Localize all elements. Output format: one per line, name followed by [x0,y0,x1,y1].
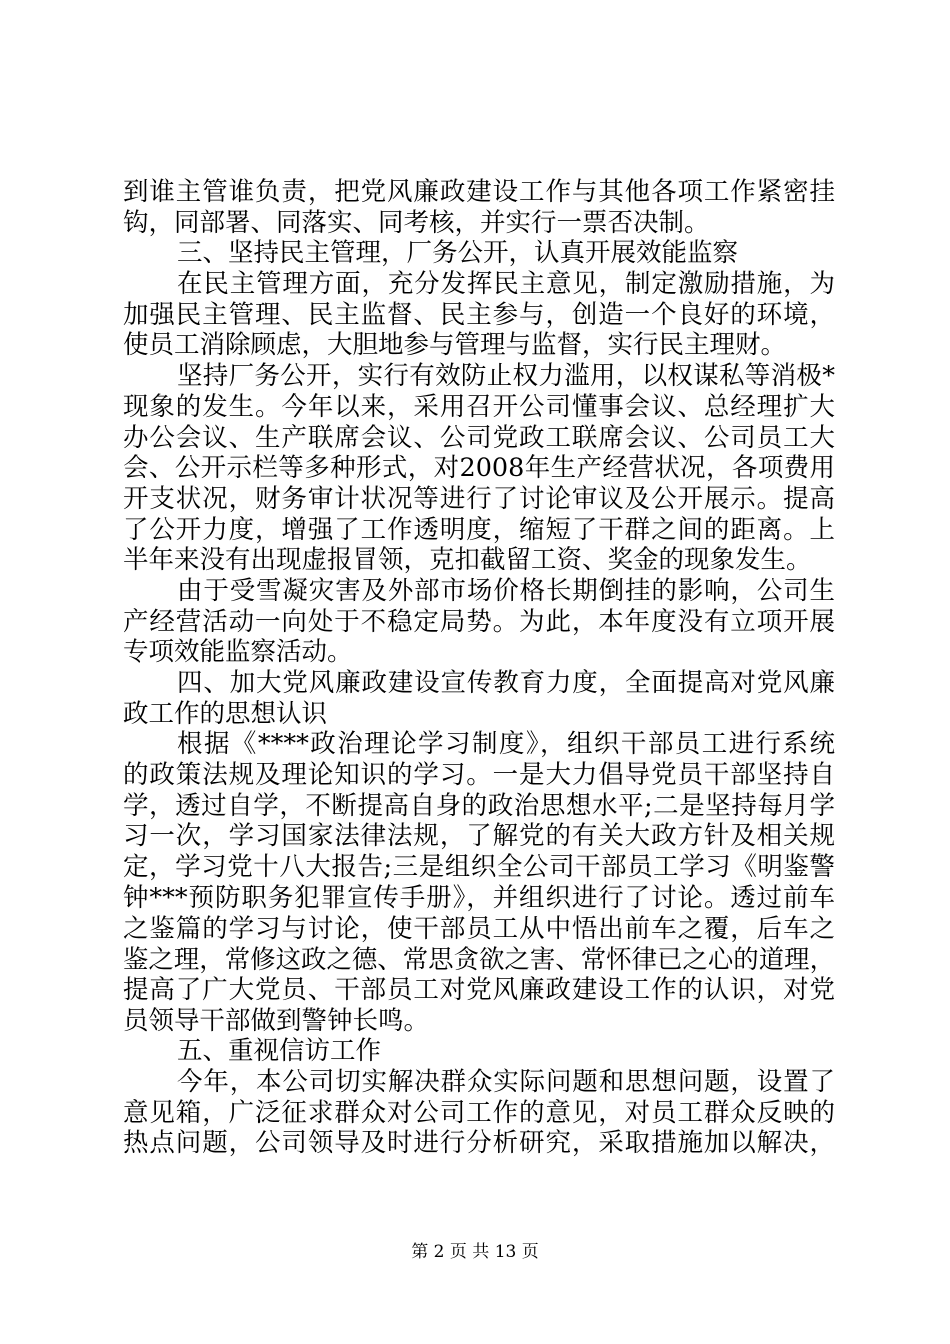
paragraph-line: 意见箱，广泛征求群众对公司工作的意见，对员工群众反映的 [123,1097,835,1128]
paragraph-line: 在民主管理方面，充分发挥民主意见，制定激励措施，为 [177,269,835,300]
paragraph-line: 今年，本公司切实解决群众实际问题和思想问题，设置了 [177,1066,835,1097]
paragraph-line: 习一次，学习国家法律法规，了解党的有关大政方针及相关规 [123,821,835,852]
paragraph-line: 根据《****政治理论学习制度》，组织干部员工进行系统 [177,729,835,760]
paragraph-line: 专项效能监察活动。 [123,637,353,668]
paragraph-line: 鉴之理，常修这政之德、常思贪欲之害、常怀律已之心的道理， [123,944,835,975]
paragraph-line: 会、公开示栏等多种形式，对2008年生产经营状况，各项费用 [123,453,835,484]
paragraph-line: 使员工消除顾虑，大胆地参与管理与监督，实行民主理财。 [123,330,787,361]
paragraph-line: 热点问题，公司领导及时进行分析研究，采取措施加以解决， [123,1128,835,1159]
paragraph-line: 加强民主管理、民主监督、民主参与，创造一个良好的环境， [123,299,835,330]
paragraph-line: 到谁主管谁负责，把党风廉政建设工作与其他各项工作紧密挂 [123,177,835,207]
section-heading-line: 五、重视信访工作 [177,1036,382,1067]
paragraph-line: 由于受雪凝灾害及外部市场价格长期倒挂的影响，公司生 [177,575,835,606]
paragraph-line: 钟***预防职务犯罪宣传手册》，并组织进行了讨论。透过前车 [123,882,835,913]
section-heading-line: 三、坚持民主管理，厂务公开，认真开展效能监察 [177,238,739,269]
document-body [123,177,835,1159]
paragraph-line: 学，透过自学，不断提高自身的政治思想水平;二是坚持每月学 [123,790,835,821]
paragraph-line: 钩，同部署、同落实、同考核，并实行一票否决制。 [123,207,710,238]
paragraph-line: 了公开力度，增强了工作透明度，缩短了干群之间的距离。上 [123,514,835,545]
paragraph-line: 员领导干部做到警钟长鸣。 [123,1005,430,1036]
paragraph-line: 开支状况，财务审计状况等进行了讨论审议及公开展示。提高 [123,483,835,514]
paragraph-line: 定，学习党十八大报告;三是组织全公司干部员工学习《明鉴警 [123,852,835,883]
paragraph-line: 提高了广大党员、干部员工对党风廉政建设工作的认识，对党 [123,974,835,1005]
paragraph-line: 产经营活动一向处于不稳定局势。为此，本年度没有立项开展 [123,606,835,637]
page-footer: 第 2 页 共 13 页 [411,1242,539,1262]
paragraph-line: 办公会议、生产联席会议、公司党政工联席会议、公司员工大 [123,422,835,453]
paragraph-line: 坚持厂务公开，实行有效防止权力滥用，以权谋私等消极* [177,361,835,392]
section-heading-line: 政工作的思想认识 [123,698,328,729]
paragraph-line: 之鉴篇的学习与讨论，使干部员工从中悟出前车之覆，后车之 [123,913,835,944]
paragraph-line: 半年来没有出现虚报冒领，克扣截留工资、奖金的现象发生。 [123,545,812,576]
section-heading-line: 四、加大党风廉政建设宣传教育力度，全面提高对党风廉 [177,668,835,698]
paragraph-line: 现象的发生。今年以来，采用召开公司懂事会议、总经理扩大 [123,391,835,422]
paragraph-line: 的政策法规及理论知识的学习。一是大力倡导党员干部坚持自 [123,760,835,791]
